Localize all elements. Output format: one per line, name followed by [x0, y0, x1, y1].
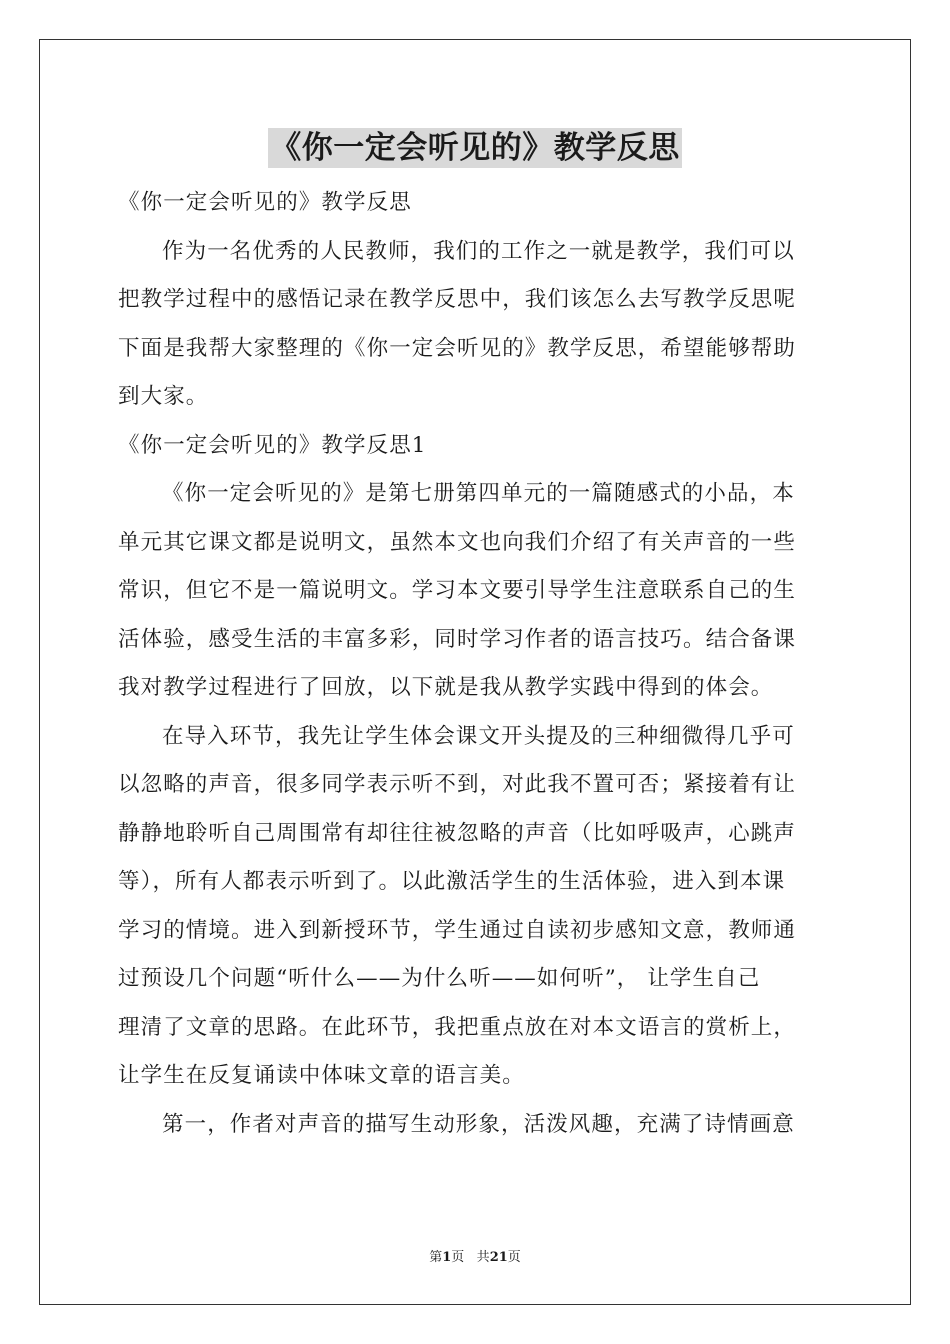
text-line: 把教学过程中的感悟记录在教学反思中，我们该怎么去写教学反思呢	[118, 287, 797, 312]
text-line: 活体验，感受生活的丰富多彩，同时学习作者的语言技巧。结合备课	[118, 626, 797, 652]
title-container	[0, 128, 950, 168]
page-footer	[0, 1246, 950, 1265]
text-line: 理清了文章的思路。在此环节，我把重点放在对本文语言的赏析上，	[118, 1014, 797, 1040]
text-line: 过预设几个问题“听什么——为什么听——如何听”， 让学生自己	[118, 966, 761, 991]
footer-total-suffix: 页	[507, 1250, 521, 1265]
text-line: 以忽略的声音，很多同学表示听不到，对此我不置可否；紧接着有让	[118, 772, 797, 797]
footer-page-prefix: 第	[429, 1250, 443, 1265]
text-line: 静静地聆听自己周围常有却往往被忽略的声音（比如呼吸声，心跳声	[118, 820, 797, 846]
text-line: 下面是我帮大家整理的《你一定会听见的》教学反思，希望能够帮助	[118, 335, 797, 361]
text-line: 常识，但它不是一篇说明文。学习本文要引导学生注意联系自己的生	[118, 578, 797, 603]
document-title: 《你一定会听见的》教学反思	[270, 130, 680, 166]
text-line: 《你一定会听见的》教学反思1	[118, 432, 427, 458]
text-line: 等），所有人都表示听到了。以此激活学生的生活体验，进入到本课	[118, 869, 786, 894]
text-line: 《你一定会听见的》教学反思	[118, 190, 412, 215]
text-line: 我对教学过程进行了回放，以下就是我从教学实践中得到的体会。	[118, 675, 774, 700]
text-line: 到大家。	[118, 384, 209, 409]
footer-page-suffix: 页	[451, 1250, 465, 1265]
document-body	[118, 179, 833, 1149]
text-line: 第一，作者对声音的描写生动形象，活泼风趣，充满了诗情画意	[162, 1111, 795, 1137]
footer-total-prefix: 共	[476, 1250, 490, 1265]
text-line: 单元其它课文都是说明文，虽然本文也向我们介绍了有关声音的一些	[118, 529, 797, 555]
footer-total-pages: 21	[489, 1250, 508, 1265]
text-line: 学习的情境。进入到新授环节，学生通过自读初步感知文意，教师通	[118, 917, 797, 943]
text-line: 《你一定会听见的》是第七册第四单元的一篇随感式的小品，本	[162, 481, 795, 506]
footer-page-number: 1	[442, 1250, 452, 1265]
text-line: 作为一名优秀的人民教师，我们的工作之一就是教学，我们可以	[162, 238, 795, 264]
text-line: 让学生在反复诵读中体味文章的语言美。	[118, 1063, 525, 1088]
text-line: 在导入环节，我先让学生体会课文开头提及的三种细微得几乎可	[162, 723, 795, 749]
